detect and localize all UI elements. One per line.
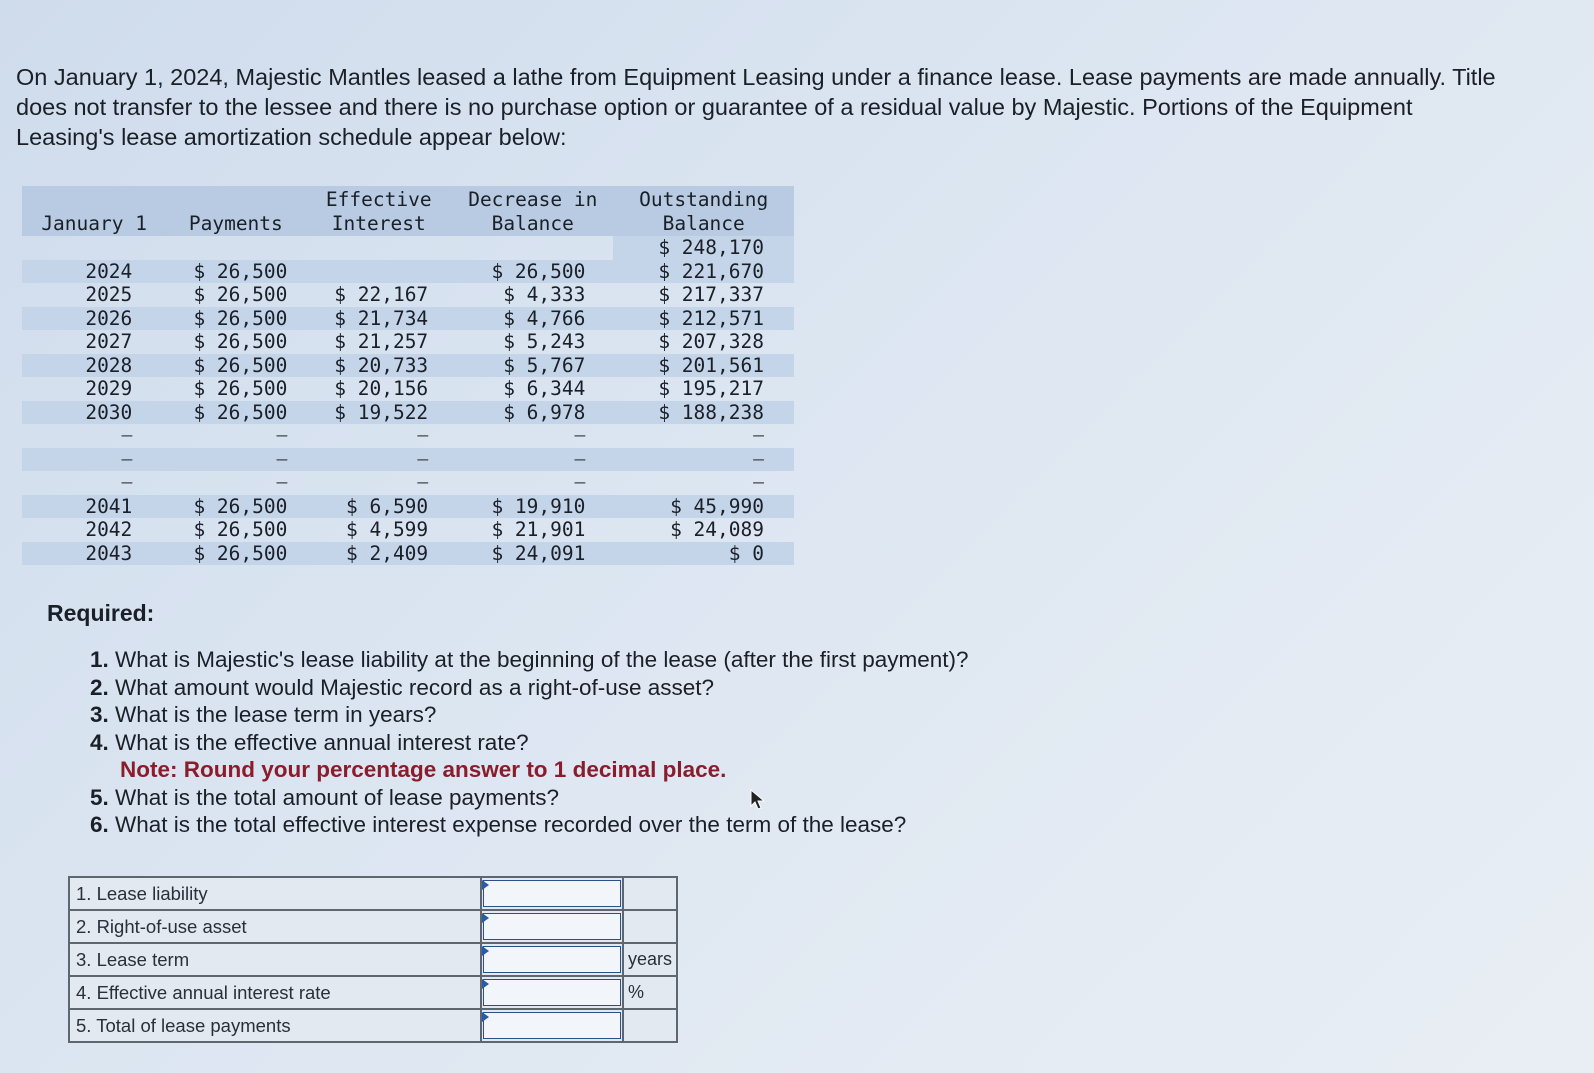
answer-label: 5. Total of lease payments [69,1009,481,1042]
required-heading: Required: [47,600,155,626]
ellipsis-row: – – – – – [121,472,764,493]
total-lease-payments-input[interactable] [483,1012,621,1039]
input-marker-icon [482,979,489,989]
answer-table [68,876,678,1043]
answer-row-lease-term [69,943,677,976]
input-marker-icon [482,946,489,956]
answer-row-right-of-use-asset [69,910,677,943]
required-questions-list [90,646,969,839]
ellipsis-row: – – – – – [22,448,794,472]
table-row: 2041 $ 26,500 $ 6,590 $ 19,910 $ 45,990 [22,495,794,519]
mouse-pointer-icon [750,789,766,811]
schedule-header-row [22,186,794,236]
answer-row-total-lease-payments [69,1009,677,1042]
lease-amortization-schedule [22,186,794,565]
answer-label: 2. Right-of-use asset [69,910,481,943]
table-row: 2029 $ 26,500 $ 20,156 $ 6,344 $ 195,217 [85,377,764,400]
right-of-use-asset-input[interactable] [483,913,621,940]
question-item: 3. What is the lease term in years? [90,702,437,727]
question-item: 2. What amount would Majestic record as a right-of-use asset? [90,674,715,700]
table-row: 2042 $ 26,500 $ 4,599 $ 21,901 $ 24,089 [85,518,764,541]
answer-label: 1. Lease liability [69,877,481,910]
interest-rate-input[interactable] [483,979,621,1006]
opening-balance: $ 248,170 [613,236,794,260]
table-row: 2043 $ 26,500 $ 2,409 $ 24,091 $ 0 [22,542,794,566]
rounding-note: Note: Round your percentage answer to 1 decimal place. [120,757,727,782]
lease-term-input[interactable] [483,946,621,973]
input-marker-icon [482,913,489,923]
answer-row-lease-liability [69,877,677,910]
table-row: 2027 $ 26,500 $ 21,257 $ 5,243 $ 207,328 [85,330,764,353]
answer-unit [623,1009,677,1042]
ellipsis-row: – – – – – [121,425,764,446]
question-item: 6. What is the total effective interest expense recorded over the term of the lease? [90,812,907,837]
input-marker-icon [482,1012,489,1022]
question-item: 5. What is the total amount of lease payments? [90,784,560,810]
table-row: 2025 $ 26,500 $ 22,167 $ 4,333 $ 217,337 [85,283,764,306]
question-item: 1. What is Majestic's lease liability at the beginning of the lease (after the first payment)? [90,647,969,672]
table-row: 2024 $ 26,500 $ 26,500 $ 221,670 [22,260,794,284]
answer-row-interest-rate [69,976,677,1009]
answer-unit: % [623,976,677,1009]
lease-liability-input[interactable] [483,880,621,907]
table-row: 2028 $ 26,500 $ 20,733 $ 5,767 $ 201,561 [22,354,794,378]
question-item: 4. What is the effective annual interest rate? [90,729,529,755]
header-outstanding-balance: Outstanding Balance [613,186,794,236]
answer-unit: years [623,943,677,976]
header-payments: Payments [166,186,305,236]
header-year: January 1 [22,186,166,236]
answer-unit [623,877,677,910]
table-row: 2030 $ 26,500 $ 19,522 $ 6,978 $ 188,238 [22,401,794,425]
header-effective-interest: Effective Interest [305,186,452,236]
opening-balance-row [22,236,794,260]
problem-intro: On January 1, 2024, Majestic Mantles leased a lathe from Equipment Leasing under a finance lease. Lease payments are made annually. Title does not transfer to the lessee and there is no purchase option or guarantee of a residual value by Majestic. Portions of the Equipment Leasing's lease amortization schedule appear below: [16,64,1496,150]
answer-unit [623,910,677,943]
answer-label: 3. Lease term [69,943,481,976]
answer-label: 4. Effective annual interest rate [69,976,481,1009]
header-decrease-in-balance: Decrease in Balance [452,186,613,236]
table-row: 2026 $ 26,500 $ 21,734 $ 4,766 $ 212,571 [22,307,794,331]
input-marker-icon [482,880,489,890]
